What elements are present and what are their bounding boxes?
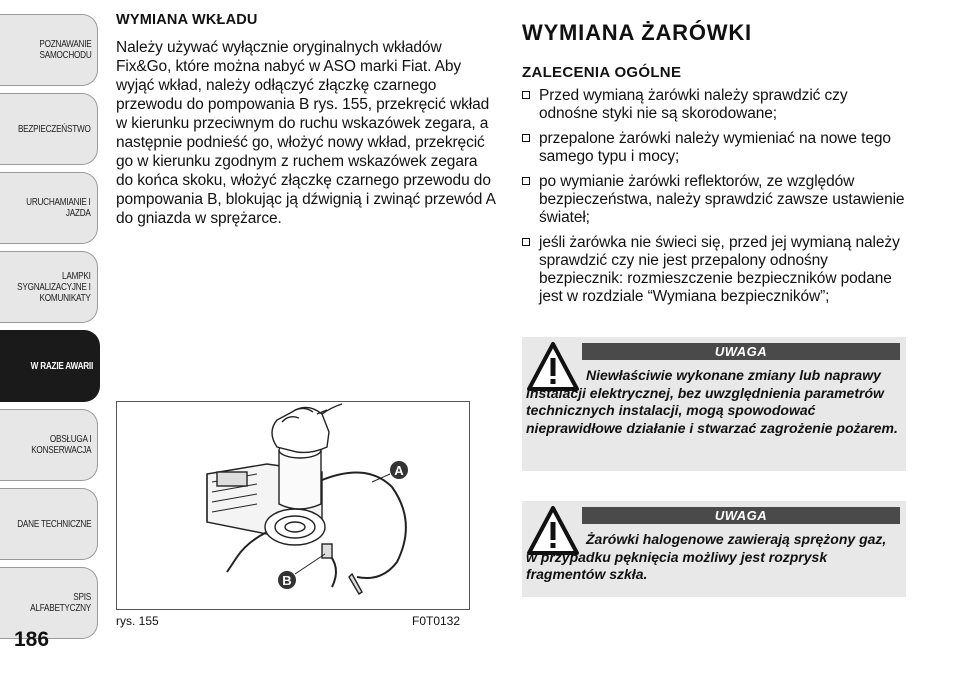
- right-column: [522, 14, 906, 313]
- warning-box-electrical: [522, 337, 906, 471]
- bullet-list: [522, 87, 906, 306]
- section-heading: WYMIANA WKŁADU: [116, 12, 258, 28]
- tab-label: POZNAWANIE SAMOCHODU: [38, 39, 91, 61]
- tab-label: OBSŁUGA I KONSERWACJA: [30, 434, 91, 456]
- figure-code: F0T0132: [412, 614, 461, 628]
- tab-lampki-sygnalizacyjne[interactable]: [0, 251, 98, 323]
- list-item-text: przepalone żarówki należy wymieniać na nowe tego samego typu i mocy;: [539, 130, 891, 165]
- list-item-text: Przed wymianą żarówki należy sprawdzić czy odnośne styki nie są skorodowane;: [539, 87, 848, 122]
- bullet-box-icon: [522, 91, 530, 99]
- list-item: [522, 87, 906, 123]
- tab-bezpieczenstwo[interactable]: [0, 93, 98, 165]
- callout-b-label: B: [282, 573, 292, 588]
- callout-a-label: A: [394, 463, 404, 478]
- left-column: [116, 12, 496, 228]
- compressor-illustration: [117, 402, 469, 609]
- section-subheading: ZALECENIA OGÓLNE: [522, 64, 682, 81]
- tab-label: W RAZIE AWARII: [30, 360, 93, 372]
- body-paragraph: Należy używać wyłącznie oryginalnych wkładów Fix&Go, które można nabyć w ASO marki Fiat. Aby wyjąć wkład, należy odłączyć złączkę czarnego przewodu do pompowania B rys. 155, przekręcić wkład w kierunku przeciwnym do ruchu wskazówek zegara, a następnie podnieść go, włożyć nowy wkład, przekręcić go w kierunku zgodnym z ruchem wskazówek zegara do końca skoku, włożyć złączkę czarnego przewodu do pompowania B, blokując ją dźwignią i zwinąć przewód A do gniazda w sprężarce.: [116, 39, 495, 227]
- figure-compressor: [116, 401, 470, 610]
- tab-label: SPIS ALFABETYCZNY: [30, 592, 91, 614]
- bullet-box-icon: [522, 238, 530, 246]
- bullet-box-icon: [522, 134, 530, 142]
- bullet-box-icon: [522, 177, 530, 185]
- figure-caption: rys. 155: [116, 614, 159, 628]
- tab-obsluga-i-konserwacja[interactable]: [0, 409, 98, 481]
- tab-dane-techniczne[interactable]: [0, 488, 98, 560]
- tab-label: DANE TECHNICZNE: [16, 518, 91, 530]
- list-item-text: po wymianie żarówki reflektorów, ze względów bezpieczeństwa, należy sprawdzić zawsze ustawienie świateł;: [539, 173, 905, 226]
- warning-title: UWAGA: [582, 507, 900, 524]
- list-item-text: jeśli żarówka nie świeci się, przed jej wymianą należy sprawdzić czy nie jest przepalony odnośny bezpiecznik: rozmieszczenie bezpieczników podane jest w rozdziale “Wymiana bezpieczników”;: [539, 234, 900, 305]
- tab-label: URUCHAMIANIE I JAZDA: [26, 197, 91, 219]
- warning-box-halogen: [522, 501, 906, 597]
- warning-title: UWAGA: [582, 343, 900, 360]
- tab-w-razie-awarii[interactable]: [0, 330, 100, 402]
- list-item: [522, 130, 906, 166]
- page-number: 186: [14, 628, 50, 651]
- tab-uruchamianie-i-jazda[interactable]: [0, 172, 98, 244]
- tab-label: BEZPIECZEŃSTWO: [18, 123, 91, 135]
- list-item: [522, 173, 906, 227]
- section-heading-main: WYMIANA ŻARÓWKI: [522, 20, 752, 45]
- tab-label: LAMPKI SYGNALIZACYJNE I KOMUNIKATY: [17, 270, 91, 304]
- warning-text: Niewłaściwie wykonane zmiany lub naprawy instalacji elektrycznej, bez uwzględnienia parametrów technicznych instalacji, mogą spowodować nieprawidłowe działanie i stwarzać zagrożenie pożarem.: [526, 367, 898, 436]
- list-item: [522, 234, 906, 306]
- tab-poznawanie-samochodu[interactable]: [0, 14, 98, 86]
- warning-text: Żarówki halogenowe zawierają sprężony gaz, w przypadku pęknięcia możliwy jest rozprysk fragmentów szkła.: [526, 531, 887, 582]
